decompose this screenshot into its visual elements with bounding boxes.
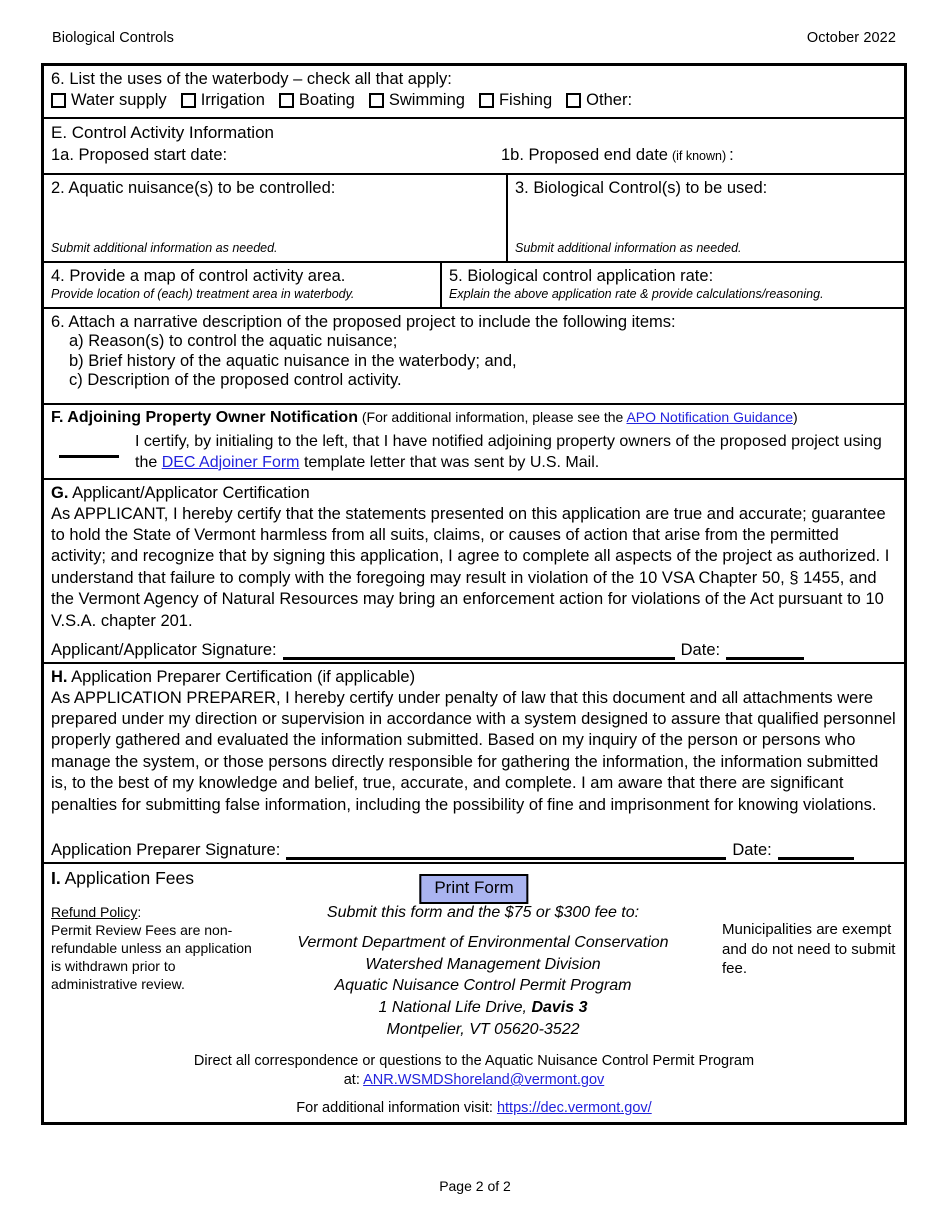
mailing-address-block — [256, 904, 710, 1040]
checkbox-icon[interactable] — [279, 93, 294, 108]
dec-website-link[interactable]: https://dec.vermont.gov/ — [496, 1099, 652, 1116]
item-4-label: 4. Provide a map of control activity area. — [51, 267, 346, 286]
refund-policy-colon: : — [137, 904, 142, 921]
checkbox-boating[interactable] — [279, 91, 355, 110]
contact-block — [51, 1052, 897, 1090]
checkbox-label: Other: — [586, 91, 633, 110]
section-e-title: E. Control Activity Information — [51, 123, 274, 143]
section-i-top — [51, 868, 897, 902]
section-f-heading-post: ) — [793, 408, 798, 425]
address-line-4 — [256, 997, 710, 1019]
section-e-header — [44, 119, 904, 175]
applicant-signature-label: Applicant/Applicator Signature: — [51, 641, 277, 660]
page-number: Page 2 of 2 — [439, 1178, 511, 1194]
preparer-signature-line[interactable] — [286, 840, 726, 860]
refund-policy-title — [51, 904, 256, 922]
page-footer — [0, 1178, 950, 1194]
section-g-heading — [51, 484, 897, 503]
address-line-5: Montpelier, VT 05620-3522 — [386, 1020, 580, 1038]
section-h-body: As APPLICATION PREPARER, I hereby certify under penalty of law that this document and all attachments were prepared under my direction or supervision in accordance with a system designed to assure that qualified personnel properly gathered and evaluated the information submitted. Based on my inquiry of the person or persons who manage the system, or those persons directly responsible for gathering the information, the information submitted is, to the best of my knowledge and belief, true, accurate, and complete. I am aware that there are significant penalties for submitting false information, including the possibility of fine and imprisonment for knowing violations. — [51, 688, 896, 814]
section-e-items-4-5 — [44, 263, 904, 308]
section-i-columns — [51, 904, 897, 1040]
proposed-start-date-field[interactable] — [51, 146, 501, 165]
biological-control-cell[interactable] — [506, 175, 904, 261]
section-h-heading-bold: H. — [51, 668, 68, 687]
section-g-heading-bold: G. — [51, 484, 69, 503]
application-rate-cell[interactable] — [440, 263, 904, 306]
contact-email-link[interactable]: ANR.WSMDShoreland@vermont.gov — [363, 1072, 605, 1089]
additional-info-block — [51, 1100, 897, 1116]
refund-policy-body: Permit Review Fees are non-refundable unless an application is withdrawn prior to administrative review. — [51, 922, 252, 992]
section-f-body-pre: I certify, by initialing to the left, that I have notified adjoining property owners of the proposed project using the — [135, 432, 882, 471]
proposed-end-date-note: (if known) — [671, 149, 727, 164]
checkbox-label: Water supply — [71, 91, 167, 110]
waterbody-uses-checkbox-group — [51, 91, 897, 110]
header-date: October 2022 — [806, 30, 896, 46]
checkbox-label: Fishing — [498, 91, 553, 110]
header-document-title: Biological Controls — [52, 30, 174, 46]
proposed-end-date-label: 1b. Proposed end date — [501, 146, 668, 165]
checkbox-irrigation[interactable] — [181, 91, 265, 110]
checkbox-icon[interactable] — [181, 93, 196, 108]
section-f-certify-row — [51, 431, 898, 473]
section-i — [44, 864, 904, 1122]
item-6-c: c) Description of the proposed control activity. — [69, 371, 402, 390]
section-f-body-post: template letter that was sent by U.S. Mail. — [299, 453, 600, 471]
submit-fee-lead: Submit this form and the $75 or $300 fee to: — [326, 904, 640, 922]
dec-adjoiner-form-link[interactable]: DEC Adjoiner Form — [161, 453, 300, 471]
section-e-items-2-3 — [44, 175, 904, 263]
item-2-label: 2. Aquatic nuisance(s) to be controlled: — [51, 179, 336, 198]
item-6-label: 6. Attach a narrative description of the proposed project to include the following items: — [51, 312, 676, 331]
checkbox-label: Swimming — [388, 91, 465, 110]
print-form-button[interactable]: Print Form — [419, 874, 528, 904]
checkbox-label: Boating — [298, 91, 355, 110]
item-6-b: b) Brief history of the aquatic nuisance in the waterbody; and, — [69, 351, 517, 370]
checkbox-label: Irrigation — [200, 91, 265, 110]
section-e-item-6 — [44, 309, 904, 405]
checkbox-other[interactable] — [566, 91, 632, 110]
checkbox-fishing[interactable] — [479, 91, 552, 110]
proposed-start-date-label: 1a. Proposed start date: — [51, 146, 228, 165]
address-line-3: Aquatic Nuisance Control Permit Program — [334, 977, 632, 995]
waterbody-uses-prompt: 6. List the uses of the waterbody – check all that apply: — [51, 70, 452, 88]
section-i-heading-rest: Application Fees — [60, 868, 195, 889]
section-f-certify-text — [135, 431, 898, 473]
preparer-date-line[interactable] — [778, 840, 854, 860]
checkbox-icon[interactable] — [369, 93, 384, 108]
item-3-label: 3. Biological Control(s) to be used: — [515, 179, 768, 198]
preparer-date-label: Date: — [732, 841, 772, 860]
item-2-note: Submit additional information as needed. — [51, 241, 278, 256]
proposed-end-date-colon: : — [729, 146, 734, 165]
apo-notification-guidance-link[interactable]: APO Notification Guidance — [626, 408, 793, 425]
checkbox-icon[interactable] — [51, 93, 66, 108]
aquatic-nuisance-cell[interactable] — [44, 175, 506, 261]
checkbox-water-supply[interactable] — [51, 91, 167, 110]
municipality-note: Municipalities are exempt and do not need to submit fee. — [722, 921, 896, 978]
section-i-heading — [51, 868, 194, 889]
checkbox-icon[interactable] — [566, 93, 581, 108]
section-g-body: As APPLICANT, I hereby certify that the statements presented on this application are true and accurate; guarantee to hold the State of Vermont harmless from all suits, claims, or causes of action that arise from the permitted activity; and recognize that by signing this application, I agree to complete all aspects of the project as authorized. I understand that failure to comply with the foregoing may result in violation of the 10 VSA Chapter 50, § 1455, and the Vermont Agency of Natural Resources may bring an enforcement action for violations of the Act pursuant to 10 V.S.A. chapter 201. — [51, 504, 890, 630]
refund-policy-label: Refund Policy — [51, 904, 138, 921]
checkbox-swimming[interactable] — [369, 91, 465, 110]
section-g — [44, 480, 904, 664]
section-i-heading-bold: I. — [51, 868, 61, 889]
section-f-heading-pre: (For additional information, please see the — [357, 408, 627, 425]
application-form — [41, 63, 907, 1125]
applicant-date-line[interactable] — [726, 640, 804, 660]
item-3-note: Submit additional information as needed. — [515, 241, 742, 256]
applicant-signature-line[interactable] — [283, 640, 675, 660]
initials-line[interactable] — [59, 435, 119, 458]
item-4-note: Provide location of (each) treatment area in waterbody. — [51, 286, 355, 301]
section-f-heading-bold: F. Adjoining Property Owner Notification — [51, 408, 358, 426]
contact-line-2-pre: at: — [343, 1072, 364, 1089]
item-5-note: Explain the above application rate & provide calculations/reasoning. — [449, 286, 824, 301]
section-h — [44, 664, 904, 864]
section-h-heading-rest: Application Preparer Certification (if applicable) — [67, 668, 416, 687]
section-f-heading — [51, 409, 898, 427]
proposed-end-date-field[interactable] — [501, 146, 734, 165]
item-6-a: a) Reason(s) to control the aquatic nuisance; — [69, 332, 398, 351]
section-f — [44, 405, 904, 480]
page-header — [52, 30, 896, 46]
item-5-label: 5. Biological control application rate: — [449, 267, 714, 286]
control-map-cell[interactable] — [44, 263, 440, 306]
refund-policy-block — [51, 904, 256, 994]
address-line-4-bold: Davis 3 — [531, 999, 588, 1016]
section-g-heading-rest: Applicant/Applicator Certification — [68, 484, 310, 503]
section-waterbody-uses — [44, 66, 904, 119]
contact-line-1: Direct all correspondence or questions to the Aquatic Nuisance Control Permit Program — [193, 1053, 755, 1070]
preparer-signature-label: Application Preparer Signature: — [51, 841, 281, 860]
section-e-date-row — [51, 146, 897, 165]
section-g-signature-row — [44, 634, 904, 662]
address-line-2: Watershed Management Division — [365, 955, 601, 973]
contact-line-2 — [51, 1071, 897, 1090]
applicant-date-label: Date: — [680, 641, 721, 660]
section-h-signature-row — [44, 818, 904, 862]
additional-info-pre: For additional information visit: — [296, 1099, 497, 1116]
section-h-heading — [51, 668, 897, 687]
address-line-1: Vermont Department of Environmental Conservation — [297, 934, 669, 952]
address-line-4-pre: 1 National Life Drive, — [378, 999, 532, 1016]
checkbox-icon[interactable] — [479, 93, 494, 108]
